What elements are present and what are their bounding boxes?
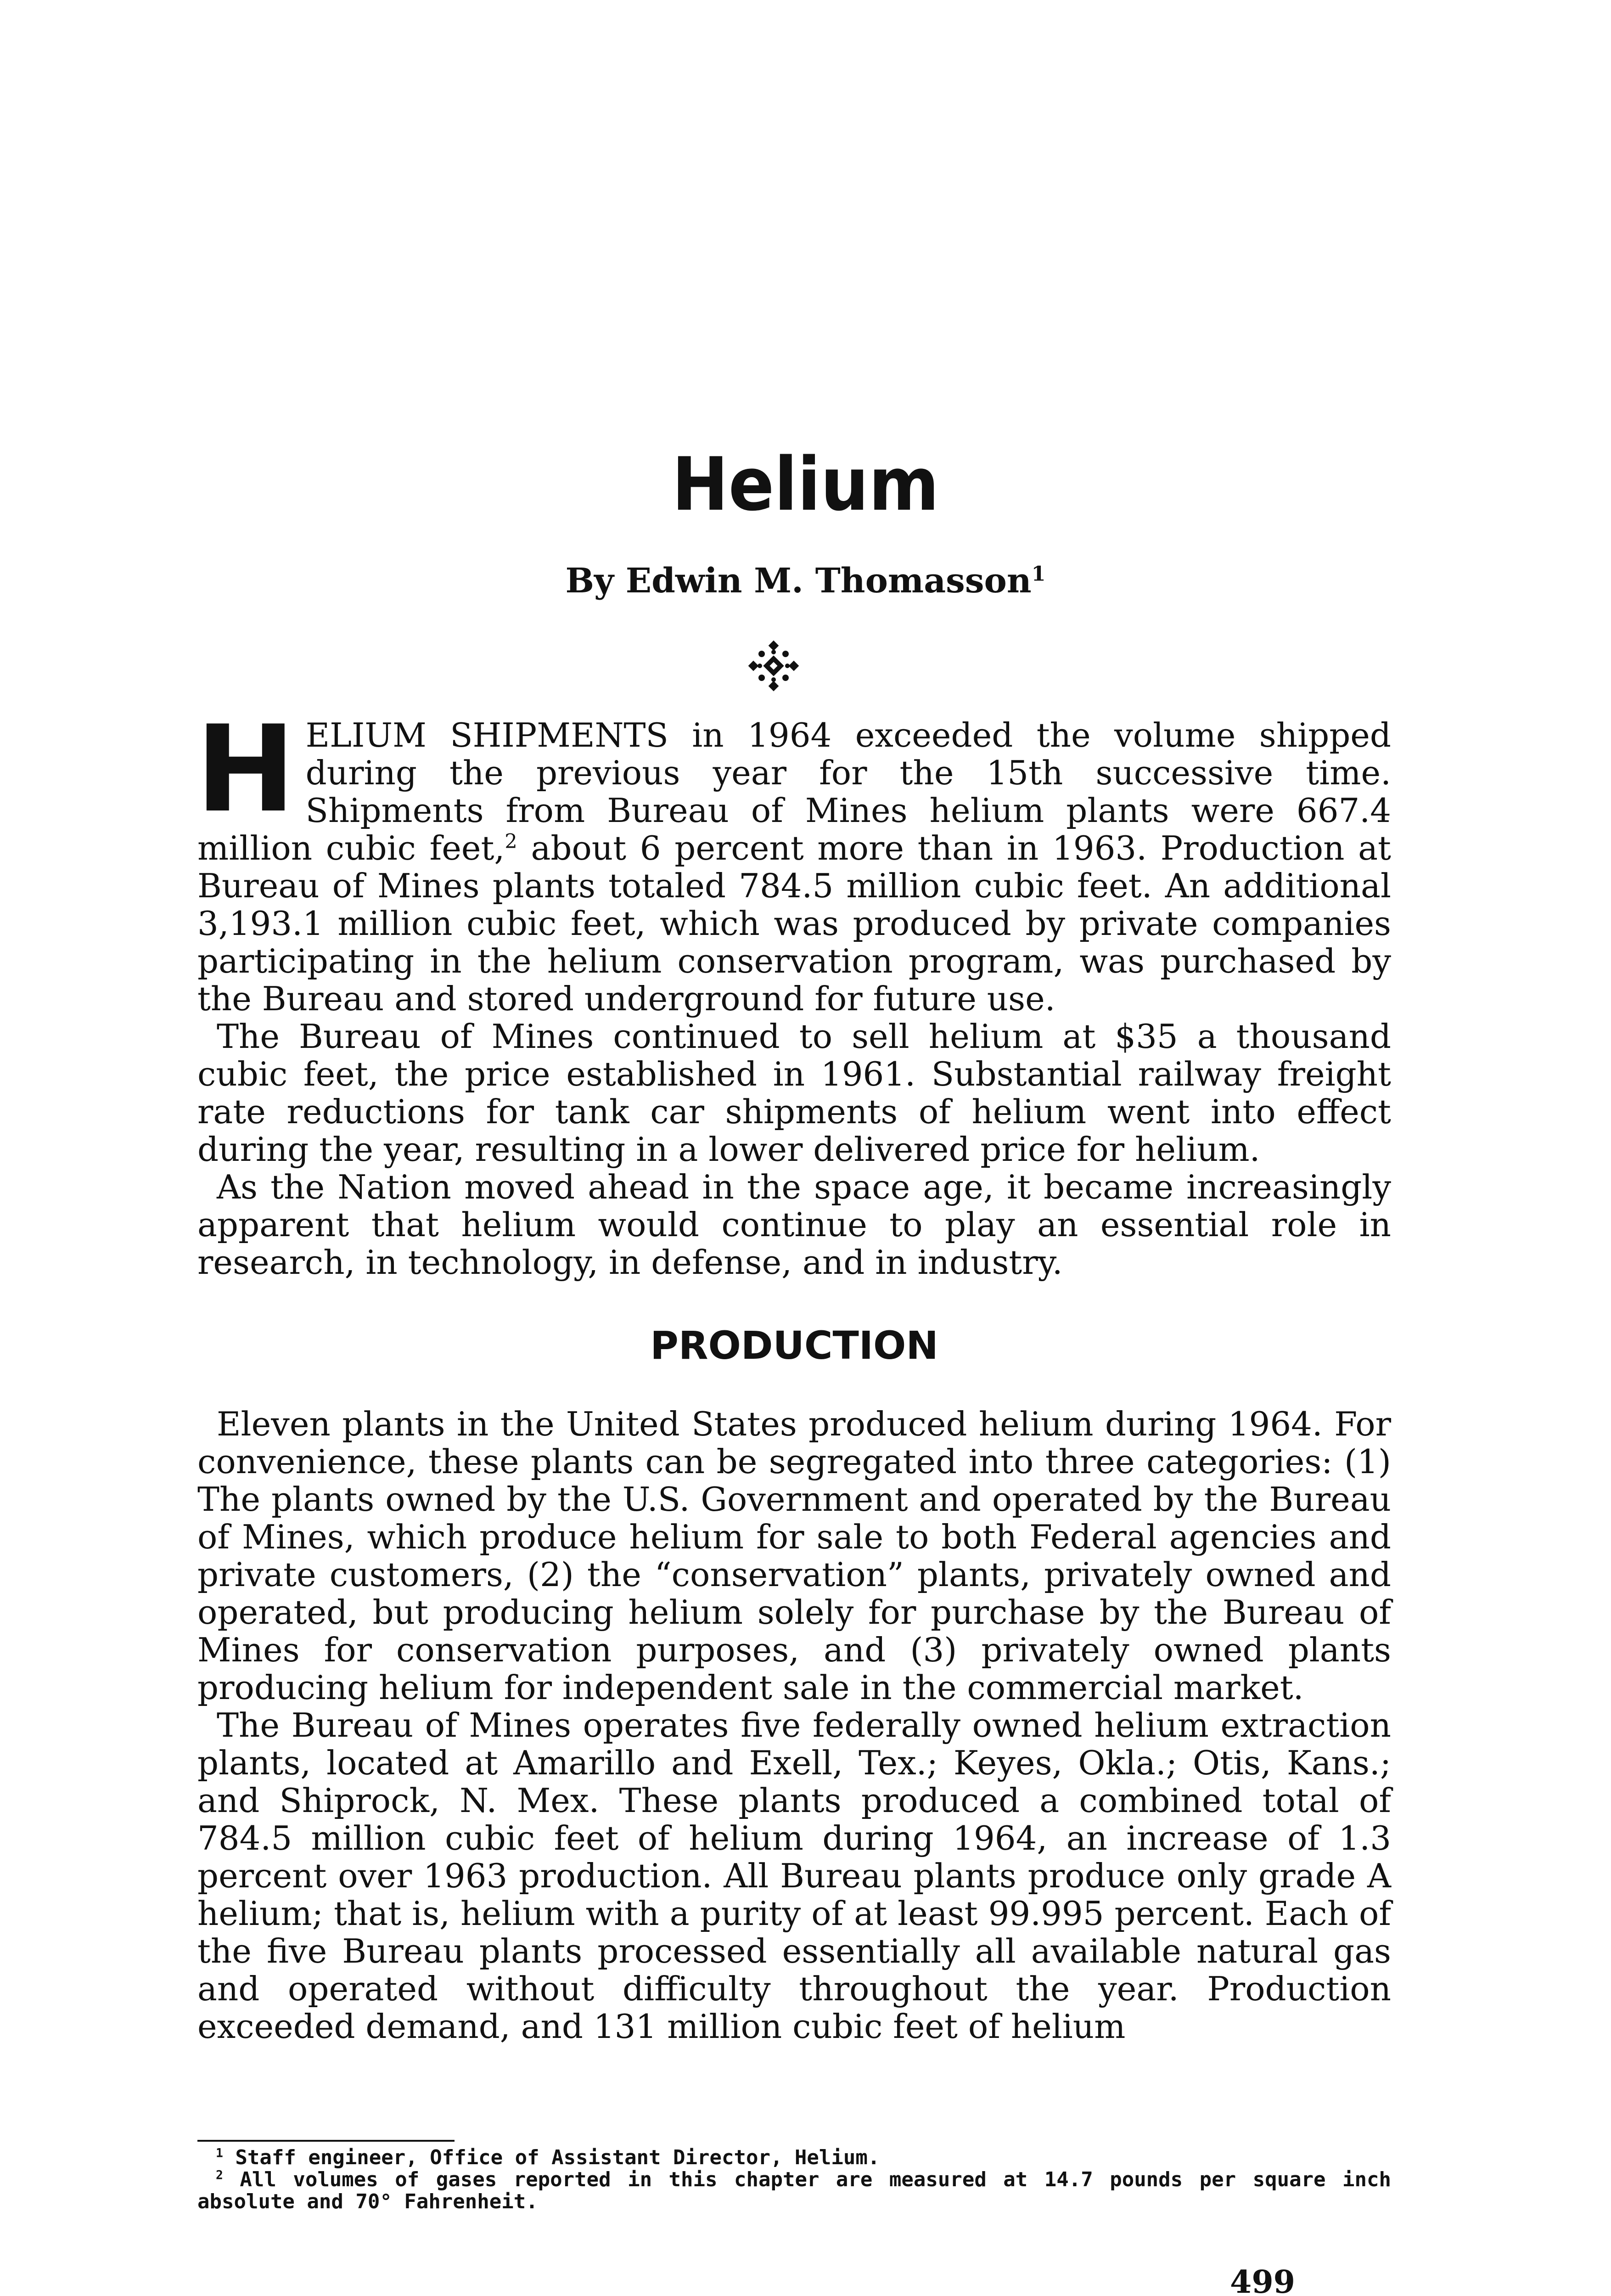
intro-paragraph-2: The Bureau of Mines continued to sell helium at $35 a thousand cubic feet, the price established in 1961. Substantial railway freight rate reductions for tank car shipments of helium went into effect during the year, resulting in a lower delivered price for helium. [197,1017,1391,1169]
page-number: 499 [1230,2264,1295,2296]
footnote-mark: 1 [216,2146,223,2161]
drop-cap: H [196,700,296,839]
footnote-ref-2: 2 [505,830,517,853]
footnote-text: Staff engineer, Office of Assistant Director, Helium. [223,2146,880,2169]
footnote-1 [197,2147,1391,2169]
byline [0,558,1611,604]
footnote-2 [197,2169,1391,2213]
footnotes [197,2147,1391,2213]
footnote-divider [197,2140,455,2142]
ornament-icon [746,638,801,693]
production-paragraph-2: The Bureau of Mines operates five federally owned helium extraction plants, located at Amarillo and Exell, Tex.; Keyes, Okla.; Otis, Kans.; and Shiprock, N. Mex. These plants produced a combined total of 784.5 million cubic feet of helium during 1964, an increase of 1.3 percent over 1963 production. All Bureau plants produce only grade A helium; that is, helium with a purity of at least 99.995 percent. Each of the five Bureau plants processed essentially all available natural gas and operated without difficulty throughout the year. Production exceeded demand, and 131 million cubic feet of helium [197,1706,1391,2046]
production-paragraph-1: Eleven plants in the United States produced helium during 1964. For convenience, these plants can be segregated into three categories: (1) The plants owned by the U.S. Government and operated by the Bureau of Mines, which produce helium for sale to both Federal agencies and private customers, (2) the “conservation” plants, privately owned and operated, but producing helium solely for purchase by the Bureau of Mines for conservation purposes, and (3) privately owned plants producing helium for independent sale in the commercial market. [197,1405,1391,1707]
section-heading-production: PRODUCTION [650,1323,938,1368]
intro-paragraph-1-rest: about 6 percent more than in 1963. Production at Bureau of Mines plants totaled 784.5 million cubic feet. An additional 3,193.1 million cubic feet, which was produced by private companies participating in the helium conservation program, was purchased by the Bureau and stored underground for future use. [197,829,1391,1018]
intro-paragraph-1 [196,700,1391,1018]
footnote-mark: 2 [216,2168,223,2183]
chapter-title: Helium [672,441,939,527]
intro-paragraph-3: As the Nation moved ahead in the space age, it became increasingly apparent that helium would continue to play an essential role in research, in technology, in defense, and in industry. [197,1168,1391,1282]
footnote-ref-1: 1 [1031,562,1046,586]
intro-paragraph-1-lead: ELIUM SHIPMENTS in 1964 exceeded the volume shipped during the previous year for the 15th successive time. Shipments from Bureau of Mines helium plants were 667.4 million cubic feet, [197,716,1391,867]
production-section [197,1405,1391,2045]
footnote-text: All volumes of gases reported in this chapter are measured at 14.7 pounds per square inch absolute and 70° Fahrenheit. [197,2168,1391,2213]
author-name: By Edwin M. Thomasson [565,561,1032,601]
intro-section [196,700,1391,1282]
